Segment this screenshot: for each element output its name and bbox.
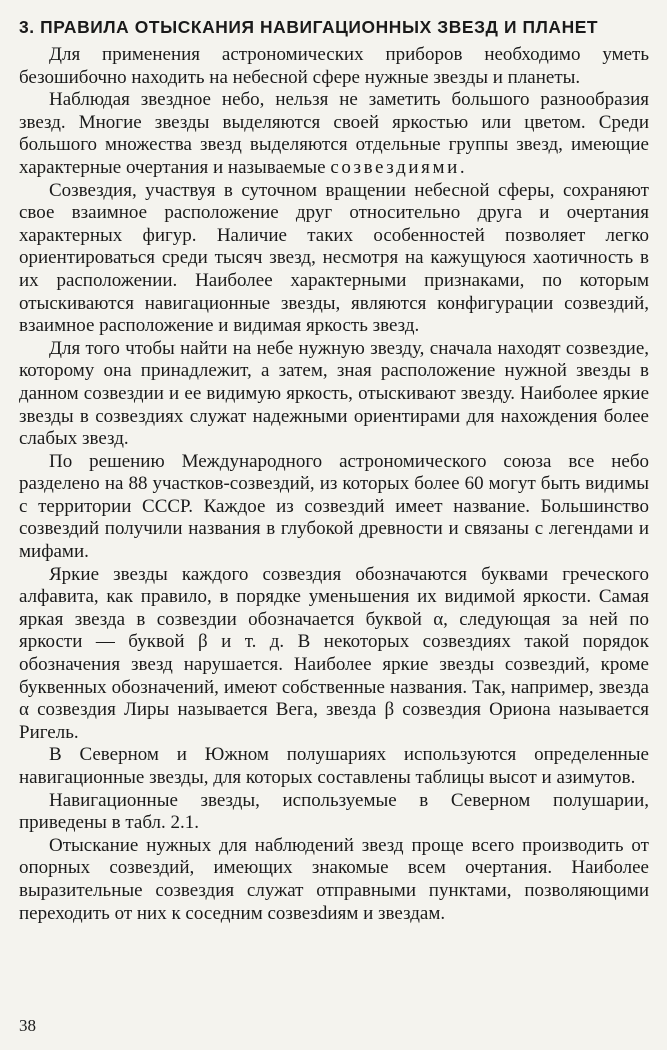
- page-number: 38: [19, 1016, 36, 1035]
- body-text: [19, 44, 649, 925]
- paragraph-6: Яркие звезды каждого созвездия обозначаются буквами греческого алфавита, как правило, в порядке уменьшения их видимой яркости. Самая яркая звезда в созвездии обозначается буквой α, следующая за ней по яркости — буквой β и т. д. В некоторых созвездиях такой порядок обозначения звезд нарушается. Наиболее яркие звезды созвездий, кроме буквенных обозначений, имеют собственные названия. Так, например, звезда α созвездия Лиры называется Вега, звезда β созвездия Ориона называется Ригель.: [19, 563, 649, 743]
- paragraph-7: В Северном и Южном полушариях используются определенные навигационные звезды, для которых составлены таблицы высот и азимутов.: [19, 744, 649, 788]
- paragraph-8: Навигационные звезды, используемые в Северном полушарии, приведены в табл. 2.1.: [19, 789, 649, 834]
- paragraph-2-text: Наблюдая звездное небо, нельзя не заметить большого разнообразия звезд. Многие звезды выделяются своей яркостью или цветом. Среди большого множества звезд выделяются отдельные группы звезд, имеющие характерные очертания и называемые: [19, 89, 649, 178]
- paragraph-2: [19, 89, 649, 179]
- paragraph-3: Созвездия, участвуя в суточном вращении небесной сферы, сохраняют свое взаимное расположение друг относительно друга и очертания характерных фигур. Наличие таких особенностей позволяет легко ориентироваться среди тысяч звезд, несмотря на кажущуюся хаотичность в их расположении. Наиболее характерными признаками, по которым отыскиваются навигационные звезды, являются конфигурации созвездий, взаимное расположение и видимая яркость звезд.: [19, 179, 649, 337]
- paragraph-9: Отыскание нужных для наблюдений звезд проще всего производить от опорных созвездий, имеющих знакомые всем очертания. Наиболее выразительные созвездия служат отправными пунктами, позволяющими переходить от них к соседним созвезdиям и звездам.: [19, 834, 649, 924]
- paragraph-4: Для того чтобы найти на небе нужную звезду, сначала находят созвездие, которому она принадлежит, а затем, зная расположение нужной звезды в данном созвездии и ее видимую яркость, отыскивают звезду. Наиболее яркие звезды в созвездиях служат надежными ориентирами для нахождения более слабых звезд.: [19, 337, 649, 450]
- term-constellations: созвездиями.: [330, 156, 468, 178]
- section-heading: 3. ПРАВИЛА ОТЫСКАНИЯ НАВИГАЦИОННЫХ ЗВЕЗД И ПЛАНЕТ: [19, 17, 599, 37]
- paragraph-5: По решению Международного астрономического союза все небо разделено на 88 участков-созвездий, из которых более 60 могут быть видимы с территории СССР. Каждое из созвездий имеет название. Большинство созвездий получили названия в глубокой древности и связаны с легендами и мифами.: [19, 450, 649, 563]
- paragraph-1: Для применения астрономических приборов необходимо уметь безошибочно находить на небесной сфере нужные звезды и планеты.: [19, 44, 649, 88]
